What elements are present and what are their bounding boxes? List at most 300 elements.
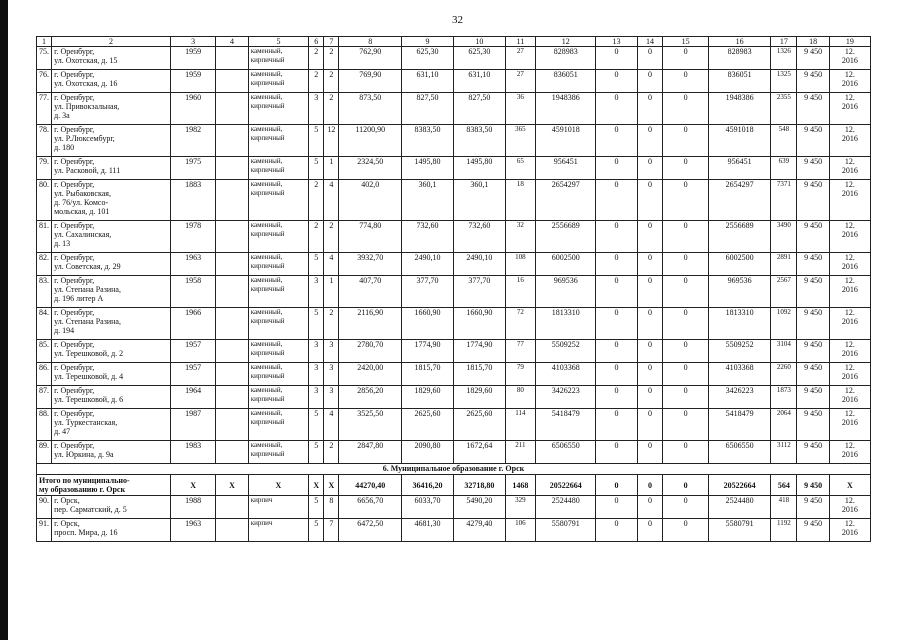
cell-area_living: 2090,80 — [402, 441, 454, 464]
column-number-cell: 6 — [309, 37, 324, 47]
cell-area_living: 2625,60 — [402, 409, 454, 441]
cell-entr: 2 — [324, 441, 339, 464]
cell-people: 114 — [505, 409, 535, 441]
cell-c17: 2260 — [771, 363, 797, 386]
cell-people: 27 — [505, 70, 535, 93]
cell-no: 77. — [37, 93, 52, 125]
cell-area_total: 2116,90 — [339, 308, 402, 340]
cell-c4 — [216, 340, 248, 363]
cell-year: 1957 — [170, 363, 215, 386]
cell-area_total: 11200,90 — [339, 125, 402, 157]
cell-area_res: 8383,50 — [453, 125, 505, 157]
cell-no: 75. — [37, 47, 52, 70]
cell-c13: 0 — [596, 180, 637, 221]
cell-people: 72 — [505, 308, 535, 340]
cell-c17: 1326 — [771, 47, 797, 70]
cell-c16: 4103368 — [708, 363, 771, 386]
cell-people: 18 — [505, 180, 535, 221]
cell-area_living: 4681,30 — [402, 519, 454, 542]
cell-c19: 12. 2016 — [829, 409, 870, 441]
cell-c13: 0 — [596, 441, 637, 464]
cell-c19: 12. 2016 — [829, 363, 870, 386]
cell-people: 365 — [505, 125, 535, 157]
column-number-cell: 11 — [505, 37, 535, 47]
cell-floors: 3 — [309, 386, 324, 409]
cell-entr: 2 — [324, 308, 339, 340]
column-number-cell: 17 — [771, 37, 797, 47]
cell-no: 82. — [37, 253, 52, 276]
cell-no: 89. — [37, 441, 52, 464]
cell-c13: 0 — [596, 276, 637, 308]
section-title: 6. Муниципальное образование г. Орск — [37, 464, 871, 475]
cell-c15: 0 — [663, 47, 708, 70]
cell-c14: 0 — [637, 93, 663, 125]
cell-c4 — [216, 47, 248, 70]
cell-c19: 12. 2016 — [829, 180, 870, 221]
cell-entr: 3 — [324, 363, 339, 386]
cell-c14: 0 — [637, 409, 663, 441]
table-row — [37, 221, 871, 253]
cell-people: 27 — [505, 47, 535, 70]
cell-cost: 1948386 — [535, 93, 595, 125]
cell-c4 — [216, 93, 248, 125]
cell-c14: 0 — [637, 496, 663, 519]
table-row — [37, 157, 871, 180]
cell-area_res: 377,70 — [453, 276, 505, 308]
cell-c14: 0 — [637, 125, 663, 157]
cell-cost: 969536 — [535, 276, 595, 308]
cell-area_res: 827,50 — [453, 93, 505, 125]
total-cell-c7: X — [324, 475, 339, 496]
cell-cost: 836051 — [535, 70, 595, 93]
cell-entr: 2 — [324, 93, 339, 125]
cell-c15: 0 — [663, 253, 708, 276]
cell-no: 91. — [37, 519, 52, 542]
cell-floors: 3 — [309, 276, 324, 308]
cell-material: каменный, кирпичный — [248, 180, 308, 221]
column-number-cell: 18 — [797, 37, 829, 47]
cell-c14: 0 — [637, 70, 663, 93]
cell-c18: 9 450 — [797, 496, 829, 519]
cell-entr: 4 — [324, 180, 339, 221]
cell-c17: 418 — [771, 496, 797, 519]
column-number-cell: 16 — [708, 37, 771, 47]
table-row — [37, 340, 871, 363]
cell-area_total: 2847,80 — [339, 441, 402, 464]
cell-area_res: 1660,90 — [453, 308, 505, 340]
cell-c15: 0 — [663, 157, 708, 180]
cell-material: каменный, кирпичный — [248, 221, 308, 253]
cell-c13: 0 — [596, 340, 637, 363]
cell-year: 1975 — [170, 157, 215, 180]
cell-area_res: 360,1 — [453, 180, 505, 221]
cell-c15: 0 — [663, 441, 708, 464]
cell-area_living: 827,50 — [402, 93, 454, 125]
cell-c17: 1325 — [771, 70, 797, 93]
cell-c15: 0 — [663, 276, 708, 308]
cell-entr: 12 — [324, 125, 339, 157]
cell-area_total: 2780,70 — [339, 340, 402, 363]
cell-area_total: 3525,50 — [339, 409, 402, 441]
cell-c17: 7371 — [771, 180, 797, 221]
cell-c19: 12. 2016 — [829, 276, 870, 308]
cell-addr: г. Оренбург, ул. Расковой, д. 111 — [52, 157, 171, 180]
cell-area_total: 2420,00 — [339, 363, 402, 386]
cell-c16: 5509252 — [708, 340, 771, 363]
cell-c16: 2556689 — [708, 221, 771, 253]
cell-c14: 0 — [637, 253, 663, 276]
cell-people: 211 — [505, 441, 535, 464]
cell-c17: 1873 — [771, 386, 797, 409]
cell-no: 84. — [37, 308, 52, 340]
table-row — [37, 409, 871, 441]
cell-material: кирпич — [248, 519, 308, 542]
cell-c17: 1192 — [771, 519, 797, 542]
cell-addr: г. Орск, просп. Мира, д. 16 — [52, 519, 171, 542]
cell-c13: 0 — [596, 386, 637, 409]
cell-entr: 4 — [324, 253, 339, 276]
column-number-cell: 7 — [324, 37, 339, 47]
cell-cost: 6506550 — [535, 441, 595, 464]
cell-addr: г. Оренбург, ул. Охотская, д. 15 — [52, 47, 171, 70]
cell-entr: 8 — [324, 496, 339, 519]
cell-people: 32 — [505, 221, 535, 253]
cell-material: каменный, кирпичный — [248, 276, 308, 308]
cell-entr: 2 — [324, 221, 339, 253]
cell-c15: 0 — [663, 93, 708, 125]
cell-cost: 2654297 — [535, 180, 595, 221]
cell-c17: 2891 — [771, 253, 797, 276]
cell-cost: 1813310 — [535, 308, 595, 340]
cell-c19: 12. 2016 — [829, 441, 870, 464]
cell-c16: 5580791 — [708, 519, 771, 542]
cell-c16: 2654297 — [708, 180, 771, 221]
column-number-cell: 8 — [339, 37, 402, 47]
cell-c4 — [216, 441, 248, 464]
cell-c19: 12. 2016 — [829, 125, 870, 157]
table-row — [37, 125, 871, 157]
column-number-cell: 5 — [248, 37, 308, 47]
cell-people: 108 — [505, 253, 535, 276]
column-number-cell: 1 — [37, 37, 52, 47]
cell-floors: 5 — [309, 441, 324, 464]
cell-cost: 5418479 — [535, 409, 595, 441]
cell-year: 1982 — [170, 125, 215, 157]
cell-area_res: 1815,70 — [453, 363, 505, 386]
total-row — [37, 475, 871, 496]
cell-year: 1988 — [170, 496, 215, 519]
cell-no: 87. — [37, 386, 52, 409]
cell-c4 — [216, 253, 248, 276]
cell-c4 — [216, 386, 248, 409]
total-cell-c11: 1468 — [505, 475, 535, 496]
cell-year: 1883 — [170, 180, 215, 221]
total-cell-c3: X — [170, 475, 215, 496]
cell-people: 77 — [505, 340, 535, 363]
total-cell-c9: 36416,20 — [402, 475, 454, 496]
total-cell-c17: 564 — [771, 475, 797, 496]
table-row — [37, 180, 871, 221]
cell-c18: 9 450 — [797, 519, 829, 542]
cell-c17: 3104 — [771, 340, 797, 363]
cell-floors: 3 — [309, 340, 324, 363]
cell-c18: 9 450 — [797, 386, 829, 409]
table-row — [37, 496, 871, 519]
cell-floors: 5 — [309, 125, 324, 157]
cell-area_total: 3932,70 — [339, 253, 402, 276]
cell-material: каменный, кирпичный — [248, 386, 308, 409]
total-cell-c15: 0 — [663, 475, 708, 496]
cell-area_living: 8383,50 — [402, 125, 454, 157]
table-row — [37, 47, 871, 70]
cell-area_total: 873,50 — [339, 93, 402, 125]
cell-area_total: 6656,70 — [339, 496, 402, 519]
cell-addr: г. Оренбург, ул. Рыбаковская, д. 76/ул. Комсо- мольская, д. 101 — [52, 180, 171, 221]
cell-entr: 2 — [324, 70, 339, 93]
table-row — [37, 93, 871, 125]
cell-people: 36 — [505, 93, 535, 125]
cell-floors: 2 — [309, 180, 324, 221]
cell-c18: 9 450 — [797, 340, 829, 363]
cell-c17: 639 — [771, 157, 797, 180]
cell-c4 — [216, 519, 248, 542]
cell-c17: 3112 — [771, 441, 797, 464]
cell-area_total: 402,0 — [339, 180, 402, 221]
cell-area_res: 625,30 — [453, 47, 505, 70]
cell-people: 329 — [505, 496, 535, 519]
cell-floors: 2 — [309, 70, 324, 93]
cell-addr: г. Оренбург, ул. Терешковой, д. 6 — [52, 386, 171, 409]
cell-c14: 0 — [637, 340, 663, 363]
cell-c17: 1092 — [771, 308, 797, 340]
cell-c4 — [216, 125, 248, 157]
cell-material: каменный, кирпичный — [248, 253, 308, 276]
cell-floors: 2 — [309, 47, 324, 70]
total-cell-c10: 32718,80 — [453, 475, 505, 496]
cell-c4 — [216, 221, 248, 253]
cell-c13: 0 — [596, 363, 637, 386]
cell-c19: 12. 2016 — [829, 253, 870, 276]
cell-c18: 9 450 — [797, 70, 829, 93]
cell-c19: 12. 2016 — [829, 386, 870, 409]
cell-c18: 9 450 — [797, 93, 829, 125]
cell-c17: 3490 — [771, 221, 797, 253]
cell-addr: г. Оренбург, ул. Терешковой, д. 2 — [52, 340, 171, 363]
cell-material: каменный, кирпичный — [248, 157, 308, 180]
cell-c19: 12. 2016 — [829, 340, 870, 363]
cell-no: 90. — [37, 496, 52, 519]
cell-no: 86. — [37, 363, 52, 386]
cell-c13: 0 — [596, 496, 637, 519]
cell-no: 81. — [37, 221, 52, 253]
column-number-cell: 10 — [453, 37, 505, 47]
cell-year: 1959 — [170, 70, 215, 93]
cell-cost: 6002500 — [535, 253, 595, 276]
cell-c19: 12. 2016 — [829, 308, 870, 340]
cell-area_total: 2324,50 — [339, 157, 402, 180]
cell-material: каменный, кирпичный — [248, 340, 308, 363]
cell-material: каменный, кирпичный — [248, 70, 308, 93]
cell-year: 1964 — [170, 386, 215, 409]
cell-c18: 9 450 — [797, 409, 829, 441]
cell-c14: 0 — [637, 157, 663, 180]
cell-area_total: 762,90 — [339, 47, 402, 70]
table-row — [37, 441, 871, 464]
cell-c16: 6002500 — [708, 253, 771, 276]
cell-cost: 956451 — [535, 157, 595, 180]
cell-c14: 0 — [637, 441, 663, 464]
cell-entr: 7 — [324, 519, 339, 542]
cell-addr: г. Оренбург, ул. Охотская, д. 16 — [52, 70, 171, 93]
cell-area_living: 1829,60 — [402, 386, 454, 409]
cell-area_res: 5490,20 — [453, 496, 505, 519]
cell-addr: г. Оренбург, ул. Туркестанская, д. 47 — [52, 409, 171, 441]
cell-year: 1983 — [170, 441, 215, 464]
cell-floors: 5 — [309, 519, 324, 542]
cell-cost: 5509252 — [535, 340, 595, 363]
total-cell-c8: 44270,40 — [339, 475, 402, 496]
cell-c15: 0 — [663, 340, 708, 363]
cell-c14: 0 — [637, 519, 663, 542]
column-number-cell: 15 — [663, 37, 708, 47]
cell-c14: 0 — [637, 221, 663, 253]
cell-c16: 836051 — [708, 70, 771, 93]
cell-c15: 0 — [663, 221, 708, 253]
cell-people: 65 — [505, 157, 535, 180]
table-row — [37, 253, 871, 276]
column-number-cell: 2 — [52, 37, 171, 47]
cell-area_total: 6472,50 — [339, 519, 402, 542]
cell-c18: 9 450 — [797, 157, 829, 180]
cell-area_res: 1495,80 — [453, 157, 505, 180]
cell-area_res: 1672,64 — [453, 441, 505, 464]
cell-entr: 2 — [324, 47, 339, 70]
cell-cost: 4591018 — [535, 125, 595, 157]
table-body — [37, 37, 871, 542]
cell-addr: г. Оренбург, ул. Советская, д. 29 — [52, 253, 171, 276]
column-number-cell: 12 — [535, 37, 595, 47]
cell-entr: 1 — [324, 157, 339, 180]
cell-c16: 1813310 — [708, 308, 771, 340]
cell-year: 1978 — [170, 221, 215, 253]
cell-addr: г. Оренбург, ул. Юркина, д. 9а — [52, 441, 171, 464]
cell-c18: 9 450 — [797, 253, 829, 276]
cell-no: 79. — [37, 157, 52, 180]
cell-c13: 0 — [596, 93, 637, 125]
cell-c19: 12. 2016 — [829, 70, 870, 93]
total-cell-c5: X — [248, 475, 308, 496]
cell-c15: 0 — [663, 180, 708, 221]
cell-c13: 0 — [596, 221, 637, 253]
cell-floors: 3 — [309, 363, 324, 386]
column-number-cell: 4 — [216, 37, 248, 47]
cell-floors: 5 — [309, 157, 324, 180]
cell-c4 — [216, 308, 248, 340]
cell-c18: 9 450 — [797, 441, 829, 464]
cell-c16: 956451 — [708, 157, 771, 180]
table-row — [37, 70, 871, 93]
cell-c16: 828983 — [708, 47, 771, 70]
cell-no: 76. — [37, 70, 52, 93]
cell-c18: 9 450 — [797, 276, 829, 308]
cell-c15: 0 — [663, 386, 708, 409]
cell-material: каменный, кирпичный — [248, 441, 308, 464]
cell-c13: 0 — [596, 409, 637, 441]
cell-area_total: 407,70 — [339, 276, 402, 308]
cell-c16: 4591018 — [708, 125, 771, 157]
column-number-cell: 14 — [637, 37, 663, 47]
cell-entr: 1 — [324, 276, 339, 308]
cell-people: 106 — [505, 519, 535, 542]
cell-c4 — [216, 180, 248, 221]
cell-area_res: 732,60 — [453, 221, 505, 253]
cell-addr: г. Оренбург, ул. Степана Разина, д. 194 — [52, 308, 171, 340]
cell-area_res: 631,10 — [453, 70, 505, 93]
cell-area_res: 2490,10 — [453, 253, 505, 276]
cell-cost: 828983 — [535, 47, 595, 70]
cell-year: 1957 — [170, 340, 215, 363]
cell-c19: 12. 2016 — [829, 221, 870, 253]
cell-material: кирпич — [248, 496, 308, 519]
total-cell-c12: 20522664 — [535, 475, 595, 496]
cell-entr: 4 — [324, 409, 339, 441]
table-row — [37, 386, 871, 409]
cell-material: каменный, кирпичный — [248, 363, 308, 386]
cell-material: каменный, кирпичный — [248, 125, 308, 157]
cell-c13: 0 — [596, 70, 637, 93]
cell-cost: 2556689 — [535, 221, 595, 253]
cell-people: 16 — [505, 276, 535, 308]
cell-area_total: 769,90 — [339, 70, 402, 93]
total-cell-c6: X — [309, 475, 324, 496]
cell-area_res: 1829,60 — [453, 386, 505, 409]
cell-addr: г. Орск, пер. Сарматский, д. 5 — [52, 496, 171, 519]
cell-c16: 3426223 — [708, 386, 771, 409]
cell-entr: 3 — [324, 386, 339, 409]
total-cell-c18: 9 450 — [797, 475, 829, 496]
cell-c16: 969536 — [708, 276, 771, 308]
table-row — [37, 276, 871, 308]
cell-c4 — [216, 409, 248, 441]
cell-addr: г. Оренбург, ул. Р.Люксембург, д. 180 — [52, 125, 171, 157]
cell-c13: 0 — [596, 125, 637, 157]
cell-no: 85. — [37, 340, 52, 363]
cell-area_res: 2625,60 — [453, 409, 505, 441]
total-cell-c13: 0 — [596, 475, 637, 496]
cell-material: каменный, кирпичный — [248, 308, 308, 340]
cell-c13: 0 — [596, 308, 637, 340]
cell-area_res: 1774,90 — [453, 340, 505, 363]
cell-c17: 548 — [771, 125, 797, 157]
column-number-row — [37, 37, 871, 47]
cell-c14: 0 — [637, 47, 663, 70]
cell-area_living: 1815,70 — [402, 363, 454, 386]
cell-c18: 9 450 — [797, 47, 829, 70]
cell-c18: 9 450 — [797, 221, 829, 253]
cell-c17: 2064 — [771, 409, 797, 441]
column-number-cell: 19 — [829, 37, 870, 47]
cell-c13: 0 — [596, 253, 637, 276]
cell-c15: 0 — [663, 519, 708, 542]
cell-area_res: 4279,40 — [453, 519, 505, 542]
cell-c15: 0 — [663, 409, 708, 441]
cell-area_living: 1660,90 — [402, 308, 454, 340]
cell-area_living: 377,70 — [402, 276, 454, 308]
cell-people: 79 — [505, 363, 535, 386]
cell-addr: г. Оренбург, ул. Терешковой, д. 4 — [52, 363, 171, 386]
table-row — [37, 308, 871, 340]
cell-c14: 0 — [637, 363, 663, 386]
